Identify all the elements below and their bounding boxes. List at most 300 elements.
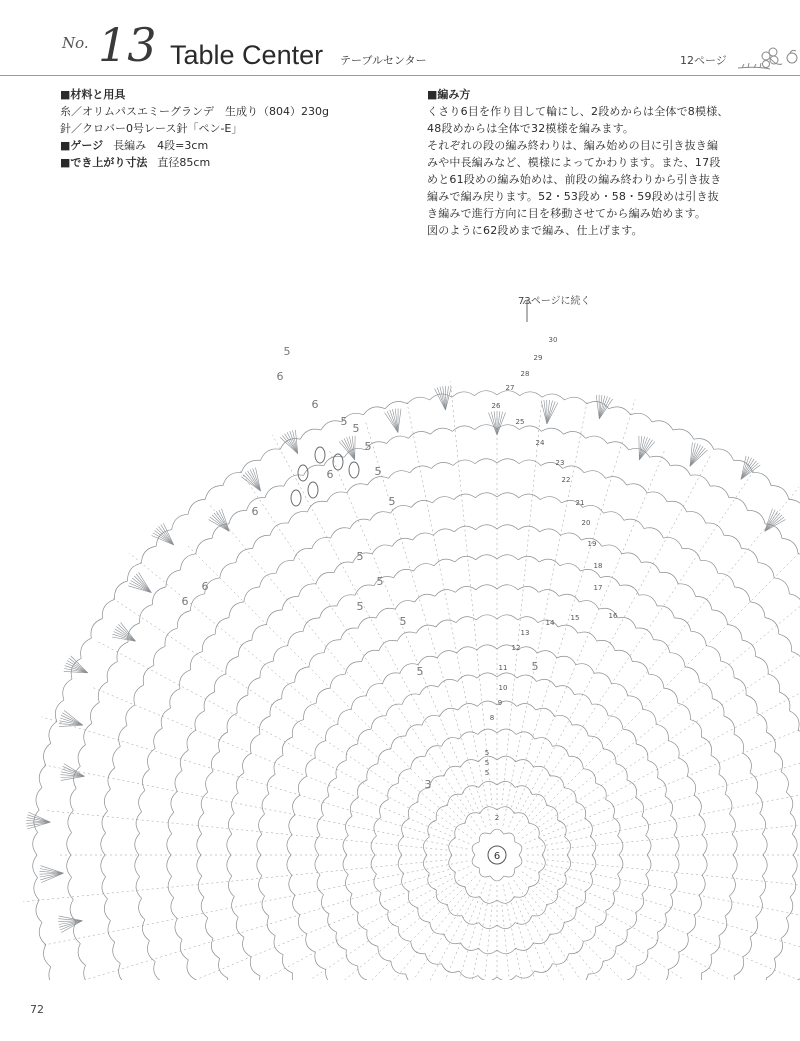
chain-arc — [326, 969, 338, 980]
stitch-spoke — [42, 717, 450, 841]
chain-arc — [627, 484, 648, 493]
chain-arc — [166, 570, 181, 587]
chain-arc — [674, 835, 679, 855]
round-number: 13 — [520, 629, 530, 637]
chain-arc — [557, 656, 576, 664]
chain-arc — [420, 686, 438, 695]
chain-arc — [673, 429, 694, 439]
stitch-spoke — [529, 894, 784, 980]
chain-arc — [569, 941, 584, 953]
chain-arc — [274, 936, 283, 955]
stitch-spoke — [111, 597, 472, 838]
chain-arc — [782, 538, 798, 553]
chain-arc — [583, 769, 595, 784]
chain-arc — [220, 563, 236, 578]
chain-arc — [648, 760, 658, 778]
chain-arc — [198, 876, 204, 897]
chain-arc — [378, 749, 391, 764]
repeat-label: 6 — [181, 595, 189, 608]
chain-arc — [205, 485, 223, 499]
repeat-label: 5 — [388, 495, 396, 508]
chain-arc — [299, 584, 316, 597]
round-number: 26 — [491, 402, 501, 410]
chain-arc — [259, 876, 265, 896]
chain-arc — [336, 932, 346, 950]
chain-arc — [497, 897, 514, 904]
chain-arc — [418, 656, 437, 664]
chain-arc — [461, 760, 479, 768]
chain-arc — [287, 835, 292, 855]
chain-arc — [170, 689, 180, 709]
chain-arc — [479, 868, 490, 877]
chain-arc — [774, 752, 782, 772]
chain-arc — [326, 724, 338, 740]
chain-arc — [371, 836, 376, 855]
chain-arc — [406, 974, 422, 980]
chain-arc — [578, 632, 597, 641]
chain-arc — [529, 823, 539, 838]
chain-arc — [765, 618, 779, 635]
chain-arc — [540, 497, 561, 503]
chain-arc — [84, 965, 92, 980]
chain-arc — [350, 798, 358, 817]
chain-arc — [613, 874, 620, 893]
chain-arc — [434, 559, 455, 566]
chain-arc — [594, 673, 611, 684]
chain-arc — [732, 855, 737, 876]
chain-arc — [243, 937, 252, 957]
chain-arc — [408, 891, 418, 907]
repeat-label: 5 — [531, 660, 539, 673]
stitch-spoke — [129, 553, 458, 823]
bobble-stitch — [349, 462, 359, 478]
chain-arc — [175, 919, 182, 940]
chain-arc — [345, 816, 352, 835]
chain-arc — [699, 682, 712, 698]
fan-stitch — [544, 400, 547, 424]
chain-arc — [68, 811, 73, 833]
chain-arc — [583, 505, 604, 513]
chain-arc — [331, 528, 351, 538]
center-label: 6 — [493, 851, 501, 862]
chain-arc — [433, 497, 454, 503]
chain-arc — [665, 895, 673, 914]
method-line: それぞれの段の編み終わりは、編み始めの目に引き抜き編 — [427, 139, 719, 152]
chain-arc — [653, 640, 669, 653]
chain-arc — [167, 855, 172, 876]
chain-arc — [411, 756, 426, 768]
chain-arc — [786, 792, 793, 813]
chain-arc — [518, 586, 539, 592]
chain-arc — [711, 936, 720, 955]
chain-arc — [648, 932, 658, 950]
chain-arc — [792, 834, 797, 855]
method-heading: ■編み方 — [427, 88, 471, 101]
chain-arc — [762, 855, 767, 876]
chain-arc — [774, 578, 789, 594]
round-number: 11 — [498, 664, 508, 672]
chain-arc — [195, 711, 205, 730]
chain-arc — [108, 921, 115, 943]
chain-arc — [376, 608, 395, 618]
stitch-spoke — [407, 884, 492, 980]
stitch-spoke — [522, 597, 800, 838]
chain-arc — [364, 407, 386, 415]
chain-arc — [102, 811, 108, 833]
chain-arc — [438, 679, 457, 687]
stitch-spoke — [91, 867, 470, 981]
chain-arc — [746, 695, 757, 713]
chain-arc — [699, 875, 705, 895]
chain-arc — [766, 958, 775, 978]
chain-arc — [786, 897, 793, 918]
chain-arc — [533, 766, 549, 776]
chain-arc — [561, 533, 582, 540]
stitch-spoke — [450, 381, 495, 805]
chain-arc — [516, 760, 534, 768]
chain-arc — [343, 855, 348, 875]
chain-arc — [114, 581, 127, 599]
fan-stitch — [491, 412, 497, 435]
chain-arc — [455, 872, 465, 887]
stitch-spoke — [77, 879, 453, 980]
chain-arc — [472, 842, 479, 855]
chain-arc — [398, 927, 410, 942]
chain-arc — [537, 651, 557, 658]
chain-arc — [39, 765, 46, 787]
chain-arc — [687, 915, 695, 934]
chain-arc — [539, 590, 560, 597]
chain-arc — [306, 934, 316, 952]
chain-arc — [741, 549, 758, 563]
round-number: 24 — [535, 439, 545, 447]
fan-stitch — [599, 396, 605, 419]
chain-arc — [379, 640, 397, 650]
chain-arc — [455, 586, 476, 592]
chain-arc — [606, 800, 615, 818]
chain-arc — [304, 465, 324, 475]
fan-stitch — [435, 389, 446, 410]
chain-arc — [49, 967, 57, 980]
chain-arc — [585, 819, 593, 837]
chain-arc — [657, 914, 666, 932]
chain-arc — [276, 560, 293, 573]
round-number: 5 — [484, 749, 490, 757]
stitch-spoke — [529, 487, 799, 816]
chain-arc — [518, 556, 539, 562]
chain-arc — [358, 966, 371, 980]
chain-arc — [585, 874, 593, 892]
chain-arc — [514, 887, 529, 897]
chain-arc — [606, 893, 615, 911]
chain-arc — [431, 462, 453, 468]
chain-arc — [187, 730, 196, 750]
chain-arc — [414, 564, 435, 571]
chain-arc — [603, 749, 616, 764]
chain-arc — [724, 716, 735, 734]
chain-arc — [67, 833, 72, 855]
chain-arc — [608, 716, 623, 729]
page-number: 72 — [30, 1003, 44, 1016]
chain-arc — [386, 704, 402, 716]
stitch-spoke — [526, 765, 800, 850]
fan-stitch — [541, 401, 547, 424]
bobble-stitch — [298, 465, 308, 481]
chain-arc — [592, 704, 608, 716]
chain-arc — [756, 657, 769, 674]
chain-arc — [535, 964, 553, 973]
chain-arc — [104, 899, 110, 921]
stitch-spoke — [23, 860, 447, 902]
chain-arc — [336, 760, 346, 778]
chain-arc — [604, 512, 624, 521]
round-number: 19 — [587, 540, 597, 548]
chain-arc — [167, 834, 172, 855]
chain-arc — [180, 939, 188, 959]
round-number: 20 — [581, 519, 591, 527]
chain-arc — [554, 715, 572, 725]
chain-arc — [413, 533, 434, 540]
round-number: 2 — [494, 814, 500, 822]
chain-arc — [262, 794, 269, 814]
chain-arc — [282, 955, 292, 973]
chain-arc — [141, 546, 156, 563]
chain-arc — [198, 813, 204, 834]
chain-arc — [616, 764, 627, 780]
stitch-spoke — [521, 899, 722, 980]
chain-arc — [790, 813, 796, 834]
chain-arc — [632, 662, 648, 675]
chain-arc — [358, 729, 371, 744]
chain-arc — [187, 960, 196, 980]
chain-arc — [236, 549, 253, 563]
chain-arc — [244, 587, 260, 602]
chain-arc — [136, 812, 142, 834]
chain-arc — [357, 912, 367, 930]
stitch-spoke — [509, 883, 666, 980]
chain-arc — [518, 617, 538, 623]
chain-arc — [304, 703, 317, 719]
chain-arc — [423, 855, 429, 873]
chain-arc — [422, 715, 440, 725]
round-number: 29 — [533, 354, 543, 362]
chain-arc — [392, 538, 412, 546]
chain-arc — [725, 794, 732, 814]
chain-arc — [734, 678, 746, 695]
chain-arc — [345, 662, 361, 675]
chain-arc — [690, 973, 701, 980]
chain-arc — [789, 499, 800, 514]
chain-arc — [113, 747, 121, 768]
chain-arc — [687, 776, 695, 795]
chain-arc — [519, 494, 541, 500]
chain-arc — [229, 602, 244, 618]
chain-arc — [611, 684, 627, 696]
chain-arc — [781, 918, 788, 939]
page-reference: 12ページ — [680, 54, 727, 67]
chain-arc — [476, 525, 497, 530]
chain-arc — [710, 486, 729, 498]
fan-stitch — [547, 401, 553, 424]
chain-arc — [43, 743, 50, 765]
fan-stitch — [136, 574, 151, 593]
chain-arc — [613, 817, 620, 836]
chain-arc — [402, 874, 410, 892]
chain-arc — [497, 781, 515, 787]
stitch-spoke — [525, 867, 800, 981]
chain-arc — [480, 807, 497, 814]
chain-arc — [351, 696, 366, 710]
chain-arc — [690, 475, 710, 486]
method-line: めと61段めの編み始めは、前段の編み終わりから引き抜き — [427, 173, 722, 186]
chain-arc — [338, 709, 352, 724]
chain-arc — [750, 773, 758, 793]
chain-arc — [408, 432, 430, 439]
chain-arc — [497, 459, 519, 464]
chain-arc — [70, 788, 76, 810]
repeat-label: 6 — [201, 580, 209, 593]
chain-arc — [792, 855, 797, 876]
chain-arc — [152, 587, 166, 605]
chain-arc — [455, 556, 476, 562]
chain-arc — [454, 494, 476, 500]
chain-arc — [180, 554, 195, 570]
chain-arc — [33, 832, 38, 855]
chain-arc — [154, 646, 166, 665]
chain-arc — [307, 501, 327, 512]
chain-arc — [478, 729, 497, 734]
chain-arc — [430, 428, 452, 434]
chain-arc — [757, 713, 767, 732]
chain-arc — [343, 835, 348, 855]
chain-arc — [774, 938, 782, 958]
chain-arc — [790, 876, 796, 897]
chain-arc — [656, 724, 668, 740]
gauge-value: 長編み 4段=3cm — [113, 139, 209, 152]
chain-arc — [449, 838, 456, 855]
chain-arc — [227, 834, 232, 855]
stitch-spoke — [547, 808, 800, 850]
chain-arc — [620, 585, 639, 595]
chain-arc — [475, 493, 497, 498]
chain-arc — [102, 877, 108, 899]
chain-arc — [90, 702, 99, 723]
chain-arc — [459, 971, 478, 978]
fan-stitch — [59, 725, 83, 726]
chain-arc — [298, 915, 306, 934]
chain-arc — [259, 814, 265, 834]
chain-arc — [714, 449, 734, 460]
chain-arc — [252, 625, 267, 641]
stitch-spoke — [366, 423, 483, 808]
chain-arc — [642, 875, 649, 894]
chain-arc — [781, 772, 788, 793]
chain-arc — [321, 895, 329, 914]
chain-arc — [461, 943, 479, 951]
chain-arc — [643, 709, 657, 724]
chain-arc — [243, 753, 252, 773]
stitch-spoke — [545, 870, 800, 981]
chain-arc — [391, 961, 406, 974]
stitch-spoke — [511, 469, 755, 830]
chain-arc — [646, 835, 651, 855]
stitch-spoke — [525, 687, 800, 844]
chain-arc — [516, 971, 535, 978]
bobble-stitch — [315, 447, 325, 463]
chain-arc — [671, 815, 677, 835]
page-title: Table Center — [170, 40, 324, 70]
round-number: 27 — [505, 384, 515, 392]
chain-arc — [624, 519, 644, 528]
chain-arc — [667, 501, 687, 512]
chain-arc — [747, 510, 765, 524]
round-number: 5 — [484, 769, 490, 777]
chain-arc — [453, 426, 475, 431]
chain-arc — [350, 894, 358, 913]
chain-arc — [63, 679, 72, 700]
chain-arc — [756, 897, 763, 918]
chain-arc — [36, 900, 42, 922]
stitch-spoke — [503, 884, 588, 980]
chain-arc — [397, 632, 416, 641]
chain-arc — [515, 855, 522, 868]
chain-arc — [260, 573, 277, 587]
method-line: 編みで編み戻ります。52・53段め・58・59段めは引き抜 — [427, 190, 719, 203]
chain-arc — [631, 413, 653, 422]
chain-arc — [402, 694, 420, 704]
chain-arc — [657, 778, 666, 796]
chain-arc — [479, 833, 490, 842]
chain-arc — [142, 769, 149, 790]
chain-arc — [476, 555, 497, 560]
chain-arc — [362, 650, 379, 661]
chain-arc — [702, 855, 707, 875]
chain-arc — [516, 732, 535, 739]
chain-arc — [380, 893, 389, 911]
chain-arc — [39, 923, 46, 945]
fan-stitch — [497, 412, 503, 435]
chain-arc — [250, 734, 260, 753]
chain-arc — [729, 876, 735, 896]
chain-arc — [636, 744, 648, 760]
chain-arc — [478, 976, 497, 981]
round-number: 14 — [545, 619, 555, 627]
chain-arc — [154, 728, 163, 748]
chain-arc — [282, 737, 292, 755]
round-number: 9 — [497, 699, 503, 707]
chain-arc — [385, 401, 407, 408]
chain-arc — [660, 572, 678, 584]
chain-arc — [292, 720, 303, 737]
chain-arc — [734, 957, 744, 976]
pattern-number: 13 — [98, 18, 157, 72]
fan-stitch — [547, 403, 558, 424]
stitch-spoke — [284, 899, 474, 980]
chain-arc — [476, 585, 497, 590]
chain-arc — [395, 601, 415, 610]
chain-arc — [136, 877, 142, 899]
chain-arc — [139, 898, 145, 919]
chain-arc — [497, 807, 514, 814]
chain-arc — [433, 529, 454, 535]
round-number: 8 — [489, 714, 495, 722]
method-line: 48段めからは全体で32模様を編みます。 — [427, 122, 635, 135]
chain-arc — [596, 783, 607, 799]
fan-stitch — [41, 873, 63, 882]
chain-arc — [347, 484, 368, 493]
chain-arc — [371, 716, 386, 729]
chain-arc — [449, 855, 456, 872]
